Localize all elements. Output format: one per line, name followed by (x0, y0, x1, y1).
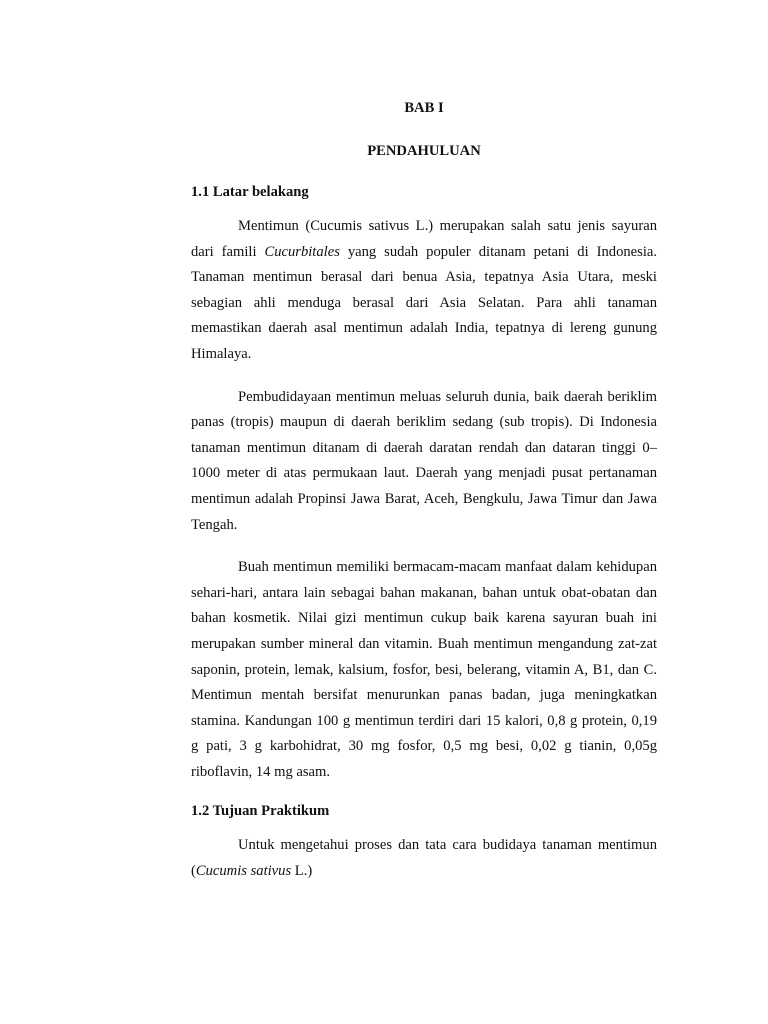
paragraph-4-italic: Cucumis sativus (195, 863, 292, 880)
section-heading-latar-belakang: 1.1 Latar belakang (191, 184, 309, 200)
chapter-title: PENDAHULUAN (367, 143, 481, 159)
paragraph-2: Pembudidayaan mentimun meluas seluruh dunia, baik daerah beriklim panas (tropis) maupun di daerah beriklim sedang (sub tropis). Di Indonesia tanaman mentimun ditanam di daerah daratan rendah dan dataran tinggi 0–1000 meter di atas permukaan laut. Daerah yang menjadi pusat pertanaman mentimun adalah Propinsi Jawa Barat, Aceh, Bengkulu, Jawa Timur dan Jawa Tengah. (191, 388, 657, 533)
paragraph-1-text-a: Mentimun (Cucumis sativus L.) merupakan salah satu jenis sayuran dari famili (191, 218, 657, 260)
paragraph-1-text-b: yang sudah populer ditanam petani di Indonesia. Tanaman mentimun berasal dari benua Asia, tepatnya Asia Utara, meski sebagian ahli menduga berasal dari Asia Selatan. Para ahli tanaman memastikan daerah asal mentimun adalah India, tepatnya di lereng gunung Himalaya. (191, 243, 657, 362)
paragraph-4-text-b: L.) (291, 863, 313, 880)
paragraph-3: Buah mentimun memiliki bermacam-macam manfaat dalam kehidupan sehari-hari, antara lain sebagai bahan makanan, bahan untuk obat-obatan dan bahan kosmetik. Nilai gizi mentimun cukup baik karena sayuran buah ini merupakan sumber mineral dan vitamin. Buah mentimun mengandung zat-zat saponin, protein, lemak, kalsium, fosfor, besi, belerang, vitamin A, B1, dan C. Mentimun mentah bersifat menurunkan panas badan, juga meningkatkan stamina. Kandungan 100 g mentimun terdiri dari 15 kalori, 0,8 g protein, 0,19 g pati, 3 g karbohidrat, 30 mg fosfor, 0,5 mg besi, 0,02 g tianin, 0,05g riboflavin, 14 mg asam. (191, 559, 657, 780)
paragraph-4-text-a: Untuk mengetahui proses dan tata cara budidaya tanaman mentimun ( (191, 837, 657, 880)
paragraph-1 (191, 214, 657, 368)
page-content (191, 98, 657, 885)
section-heading-tujuan-praktikum: 1.2 Tujuan Praktikum (191, 803, 330, 820)
paragraph-1-italic: Cucurbitales (264, 243, 340, 260)
chapter-number: BAB I (404, 100, 444, 116)
paragraph-4 (191, 833, 657, 884)
